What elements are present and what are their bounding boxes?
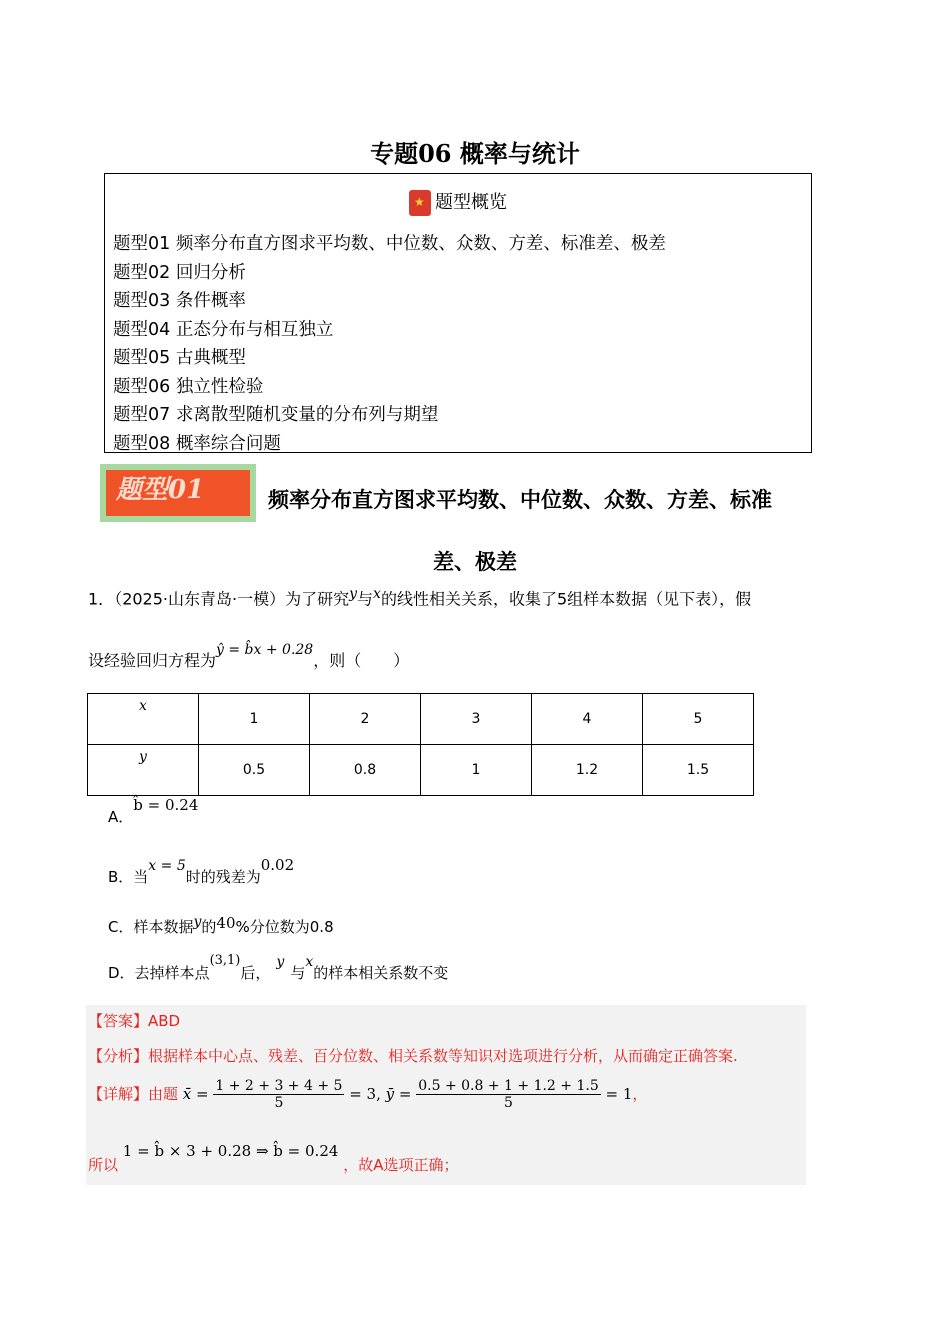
option-a-label: A． bbox=[108, 808, 134, 826]
overview-heading bbox=[105, 188, 811, 216]
option-d-with: 与 bbox=[290, 964, 306, 982]
page-title: 专题06 概率与统计 bbox=[370, 139, 580, 168]
option-b-text: 时的残差为 bbox=[185, 868, 261, 886]
table-cell: 2 bbox=[310, 694, 421, 745]
ybar-result: = 1 bbox=[605, 1085, 633, 1103]
table-cell: 1.5 bbox=[643, 745, 754, 796]
option-d-point: (3,1) bbox=[209, 953, 241, 968]
text-with: 与 bbox=[357, 589, 374, 609]
xbar-fraction bbox=[213, 1078, 344, 1111]
option-c-40: 40 bbox=[216, 914, 236, 932]
option-b-math2: 0.02 bbox=[260, 856, 295, 874]
option-a bbox=[108, 796, 199, 827]
regression-equation: ŷ = b̂x + 0.28 bbox=[216, 642, 314, 658]
section-badge-label: 题型01 bbox=[106, 470, 250, 516]
detail-line bbox=[88, 1078, 647, 1111]
ybar-label: ȳ = bbox=[385, 1085, 412, 1103]
overview-list bbox=[113, 230, 666, 458]
table-cell: 1.2 bbox=[532, 745, 643, 796]
analysis-label: 【分析】根据样本中心点、残差、百分位数、相关系数等知识对选项进行分析，从而确定正确答案. bbox=[88, 1047, 738, 1065]
xbar-numerator: 1 + 2 + 3 + 4 + 5 bbox=[215, 1078, 343, 1094]
var-x: x bbox=[373, 586, 381, 602]
overview-item: 题型01 频率分布直方图求平均数、中位数、众数、方差、标准差、极差 bbox=[113, 234, 666, 254]
question-number: 1． bbox=[88, 589, 115, 609]
section-title-line2: 差、极差 bbox=[433, 549, 517, 574]
table-cell: 5 bbox=[643, 694, 754, 745]
question-rest: 的线性相关关系，收集了5组样本数据（见下表），假 bbox=[380, 589, 752, 609]
table-cell: 1 bbox=[199, 694, 310, 745]
ybar-denominator: 5 bbox=[504, 1095, 513, 1111]
table-cell: 4 bbox=[532, 694, 643, 745]
option-c-y: y bbox=[193, 914, 202, 930]
detail-label: 【详解】由题 bbox=[88, 1085, 179, 1103]
data-table bbox=[87, 693, 754, 796]
line2-prefix: 设经验回归方程为 bbox=[88, 651, 217, 670]
overview-box bbox=[104, 173, 812, 453]
option-b-math1: x = 5 bbox=[148, 858, 186, 874]
table-row bbox=[88, 745, 754, 796]
so-line bbox=[88, 1140, 459, 1174]
overview-item: 题型08 概率综合问题 bbox=[113, 433, 281, 454]
table-cell-x-label: x bbox=[88, 694, 199, 745]
overview-heading-text: 题型概览 bbox=[435, 192, 507, 213]
section-title-line1: 频率分布直方图求平均数、中位数、众数、方差、标准 bbox=[268, 487, 772, 512]
option-d bbox=[108, 953, 449, 983]
book-icon bbox=[409, 190, 431, 216]
option-b bbox=[108, 856, 295, 887]
detail-comma: ， bbox=[632, 1085, 648, 1103]
overview-item: 题型05 古典概型 bbox=[113, 348, 246, 368]
option-d-y: y bbox=[276, 954, 285, 970]
overview-item: 题型03 条件概率 bbox=[113, 291, 246, 311]
option-c bbox=[108, 914, 334, 937]
xbar-denominator: 5 bbox=[274, 1095, 284, 1111]
var-y: y bbox=[349, 586, 358, 602]
line2-suffix: ，则（ ） bbox=[313, 651, 410, 670]
option-c-text1: 的 bbox=[201, 918, 217, 936]
ybar-numerator: 0.5 + 0.8 + 1 + 1.2 + 1.5 bbox=[418, 1078, 599, 1094]
so-text: ，故A选项正确； bbox=[343, 1156, 459, 1174]
option-c-text2: %分位数为0.8 bbox=[235, 918, 334, 936]
question-line2 bbox=[88, 642, 410, 671]
overview-item: 题型04 正态分布与相互独立 bbox=[113, 319, 334, 340]
overview-item: 题型02 回归分析 bbox=[113, 262, 246, 283]
option-c-label: C．样本数据 bbox=[108, 918, 194, 936]
option-a-math: b̂ = 0.24 bbox=[133, 796, 199, 814]
table-cell: 0.5 bbox=[199, 745, 310, 796]
option-d-text2: 的样本相关系数不变 bbox=[313, 964, 449, 982]
answer-label: 【答案】ABD bbox=[88, 1012, 181, 1030]
table-cell: 3 bbox=[421, 694, 532, 745]
table-cell-y-label: y bbox=[88, 745, 199, 796]
section-badge bbox=[100, 464, 256, 522]
overview-item: 题型07 求离散型随机变量的分布列与期望 bbox=[113, 405, 439, 425]
option-d-text1: 后， bbox=[240, 964, 271, 982]
option-b-label: B．当 bbox=[108, 868, 149, 886]
table-cell: 0.8 bbox=[310, 745, 421, 796]
option-d-x: x bbox=[305, 954, 314, 970]
table-cell: 1 bbox=[421, 745, 532, 796]
overview-item: 题型06 独立性检验 bbox=[113, 376, 264, 397]
question-line1 bbox=[88, 586, 751, 609]
xbar-label: x̄ = bbox=[182, 1085, 209, 1103]
so-label: 所以 bbox=[88, 1156, 119, 1174]
option-d-label: D．去掉样本点 bbox=[108, 964, 210, 982]
question-source: （2025·山东青岛·一模）为了研究 bbox=[114, 589, 350, 609]
table-row bbox=[88, 694, 754, 745]
xbar-result: = 3, bbox=[349, 1085, 381, 1103]
ybar-fraction bbox=[416, 1078, 601, 1111]
so-math: 1 = b̂ × 3 + 0.28 ⇒ b̂ = 0.24 bbox=[122, 1142, 339, 1160]
